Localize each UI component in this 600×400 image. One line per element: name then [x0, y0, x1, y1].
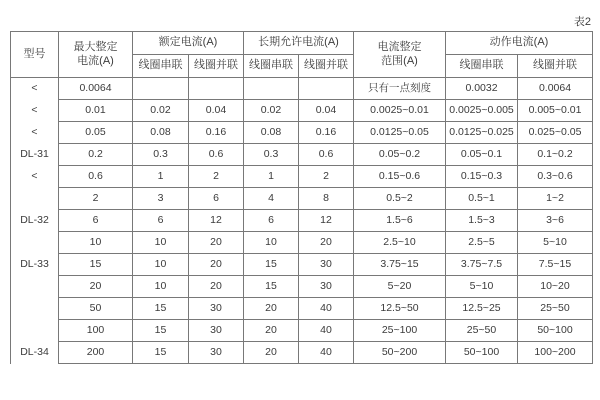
value-cell: 7.5~15 [518, 254, 593, 276]
model-cell [11, 232, 59, 254]
header-model: 型号 [11, 32, 59, 78]
value-cell: 0.3~0.6 [518, 166, 593, 188]
value-cell: 0.3 [133, 144, 189, 166]
model-cell [11, 188, 59, 210]
table-body [11, 78, 593, 364]
value-cell: 0.0125~0.05 [354, 122, 446, 144]
model-cell: < [11, 122, 59, 144]
value-cell: 0.16 [189, 122, 244, 144]
value-cell: 3.75~15 [354, 254, 446, 276]
value-cell: 2.5~10 [354, 232, 446, 254]
value-cell: 10 [244, 232, 299, 254]
value-cell: 25~50 [446, 320, 518, 342]
value-cell [133, 78, 189, 100]
value-cell: 0.01 [59, 100, 133, 122]
value-cell: 20 [189, 254, 244, 276]
value-cell: 200 [59, 342, 133, 364]
header-rated-current: 额定电流(A) [133, 32, 244, 55]
value-cell: 100 [59, 320, 133, 342]
value-cell: 10 [133, 254, 189, 276]
table-row [11, 144, 593, 166]
value-cell: 3 [133, 188, 189, 210]
value-cell: 30 [189, 298, 244, 320]
value-cell: 20 [244, 298, 299, 320]
value-cell: 0.2 [59, 144, 133, 166]
table-row [11, 298, 593, 320]
value-cell: 12 [189, 210, 244, 232]
value-cell: 15 [244, 276, 299, 298]
value-cell: 30 [299, 254, 354, 276]
header-setting-range-line2: 范围(A) [381, 54, 418, 67]
value-cell: 4 [244, 188, 299, 210]
value-cell [244, 78, 299, 100]
value-cell: 0.6 [299, 144, 354, 166]
value-cell: 0.1~0.2 [518, 144, 593, 166]
value-cell: 15 [244, 254, 299, 276]
value-cell: 1 [133, 166, 189, 188]
header-setting-range [354, 32, 446, 78]
table-row [11, 320, 593, 342]
table-row [11, 254, 593, 276]
value-cell: 15 [133, 320, 189, 342]
value-cell: 15 [133, 342, 189, 364]
value-cell: 30 [189, 320, 244, 342]
value-cell: 0.05~0.2 [354, 144, 446, 166]
value-cell: 40 [299, 320, 354, 342]
value-cell: 40 [299, 298, 354, 320]
value-cell: 0.5~1 [446, 188, 518, 210]
value-cell: 50~100 [446, 342, 518, 364]
value-cell: 20 [244, 320, 299, 342]
value-cell: 10 [133, 232, 189, 254]
value-cell: 0.02 [244, 100, 299, 122]
table-caption: 表2 [573, 16, 591, 28]
value-cell: 2.5~5 [446, 232, 518, 254]
value-cell: 0.005~0.01 [518, 100, 593, 122]
value-cell: 5~20 [354, 276, 446, 298]
header-rated-coil-parallel: 线圈并联 [189, 55, 244, 78]
value-cell: 0.3 [244, 144, 299, 166]
value-cell: 20 [244, 342, 299, 364]
model-cell: DL-33 [11, 254, 59, 276]
value-cell: 0.6 [59, 166, 133, 188]
table-row [11, 122, 593, 144]
value-cell: 0.15~0.3 [446, 166, 518, 188]
table-row [11, 166, 593, 188]
value-cell [189, 78, 244, 100]
value-cell: 15 [133, 298, 189, 320]
value-cell: 0.0125~0.025 [446, 122, 518, 144]
value-cell: 20 [189, 232, 244, 254]
value-cell: 1~2 [518, 188, 593, 210]
header-op-coil-series: 线圈串联 [446, 55, 518, 78]
model-cell: DL-32 [11, 210, 59, 232]
value-cell: 1 [244, 166, 299, 188]
model-cell [11, 320, 59, 342]
header-op-coil-parallel: 线圈并联 [518, 55, 593, 78]
value-cell: 0.04 [189, 100, 244, 122]
value-cell: 50 [59, 298, 133, 320]
value-cell: 0.5~2 [354, 188, 446, 210]
spec-table [10, 31, 593, 364]
value-cell: 20 [189, 276, 244, 298]
model-cell: DL-31 [11, 144, 59, 166]
value-cell: 0.0025~0.005 [446, 100, 518, 122]
value-cell [299, 78, 354, 100]
header-operating-current: 动作电流(A) [446, 32, 593, 55]
value-cell: 0.6 [189, 144, 244, 166]
value-cell: 6 [133, 210, 189, 232]
table-row [11, 188, 593, 210]
table-row [11, 78, 593, 100]
table-row [11, 276, 593, 298]
value-cell: 3.75~7.5 [446, 254, 518, 276]
value-cell: 25~100 [354, 320, 446, 342]
value-cell: 0.16 [299, 122, 354, 144]
table-header [11, 32, 593, 78]
header-long-coil-series: 线圈串联 [244, 55, 299, 78]
value-cell: 只有一点刻度 [354, 78, 446, 100]
value-cell: 12.5~25 [446, 298, 518, 320]
value-cell: 20 [299, 232, 354, 254]
model-cell: < [11, 166, 59, 188]
value-cell: 25~50 [518, 298, 593, 320]
value-cell: 0.0025~0.01 [354, 100, 446, 122]
table-row [11, 342, 593, 364]
header-setting-range-line1: 电流整定 [377, 40, 422, 53]
value-cell: 10 [59, 232, 133, 254]
value-cell: 0.05~0.1 [446, 144, 518, 166]
value-cell: 0.025~0.05 [518, 122, 593, 144]
value-cell: 0.15~0.6 [354, 166, 446, 188]
model-cell: DL-34 [11, 342, 59, 364]
value-cell: 40 [299, 342, 354, 364]
value-cell: 0.02 [133, 100, 189, 122]
value-cell: 0.08 [133, 122, 189, 144]
value-cell: 50~100 [518, 320, 593, 342]
value-cell: 2 [59, 188, 133, 210]
value-cell: 6 [244, 210, 299, 232]
value-cell: 10~20 [518, 276, 593, 298]
value-cell: 0.0064 [59, 78, 133, 100]
value-cell: 1.5~3 [446, 210, 518, 232]
value-cell: 2 [189, 166, 244, 188]
table-row [11, 100, 593, 122]
value-cell: 30 [299, 276, 354, 298]
value-cell: 10 [133, 276, 189, 298]
model-cell: < [11, 78, 59, 100]
value-cell: 12.5~50 [354, 298, 446, 320]
value-cell: 6 [59, 210, 133, 232]
value-cell: 50~200 [354, 342, 446, 364]
value-cell: 5~10 [446, 276, 518, 298]
header-max-setting-line1: 最大整定 [73, 40, 118, 53]
value-cell: 1.5~6 [354, 210, 446, 232]
header-long-term-current: 长期允许电流(A) [244, 32, 354, 55]
value-cell: 100~200 [518, 342, 593, 364]
value-cell: 12 [299, 210, 354, 232]
header-rated-coil-series: 线圈串联 [133, 55, 189, 78]
table-row [11, 210, 593, 232]
value-cell: 0.04 [299, 100, 354, 122]
header-max-setting-line2: 电流(A) [77, 54, 114, 67]
value-cell: 0.0032 [446, 78, 518, 100]
model-cell [11, 298, 59, 320]
value-cell: 5~10 [518, 232, 593, 254]
model-cell: < [11, 100, 59, 122]
header-max-setting-current [59, 32, 133, 78]
value-cell: 20 [59, 276, 133, 298]
value-cell: 0.05 [59, 122, 133, 144]
value-cell: 30 [189, 342, 244, 364]
value-cell: 2 [299, 166, 354, 188]
model-cell [11, 276, 59, 298]
value-cell: 15 [59, 254, 133, 276]
value-cell: 6 [189, 188, 244, 210]
table-row [11, 232, 593, 254]
value-cell: 3~6 [518, 210, 593, 232]
value-cell: 0.08 [244, 122, 299, 144]
header-long-coil-parallel: 线圈并联 [299, 55, 354, 78]
value-cell: 8 [299, 188, 354, 210]
value-cell: 0.0064 [518, 78, 593, 100]
